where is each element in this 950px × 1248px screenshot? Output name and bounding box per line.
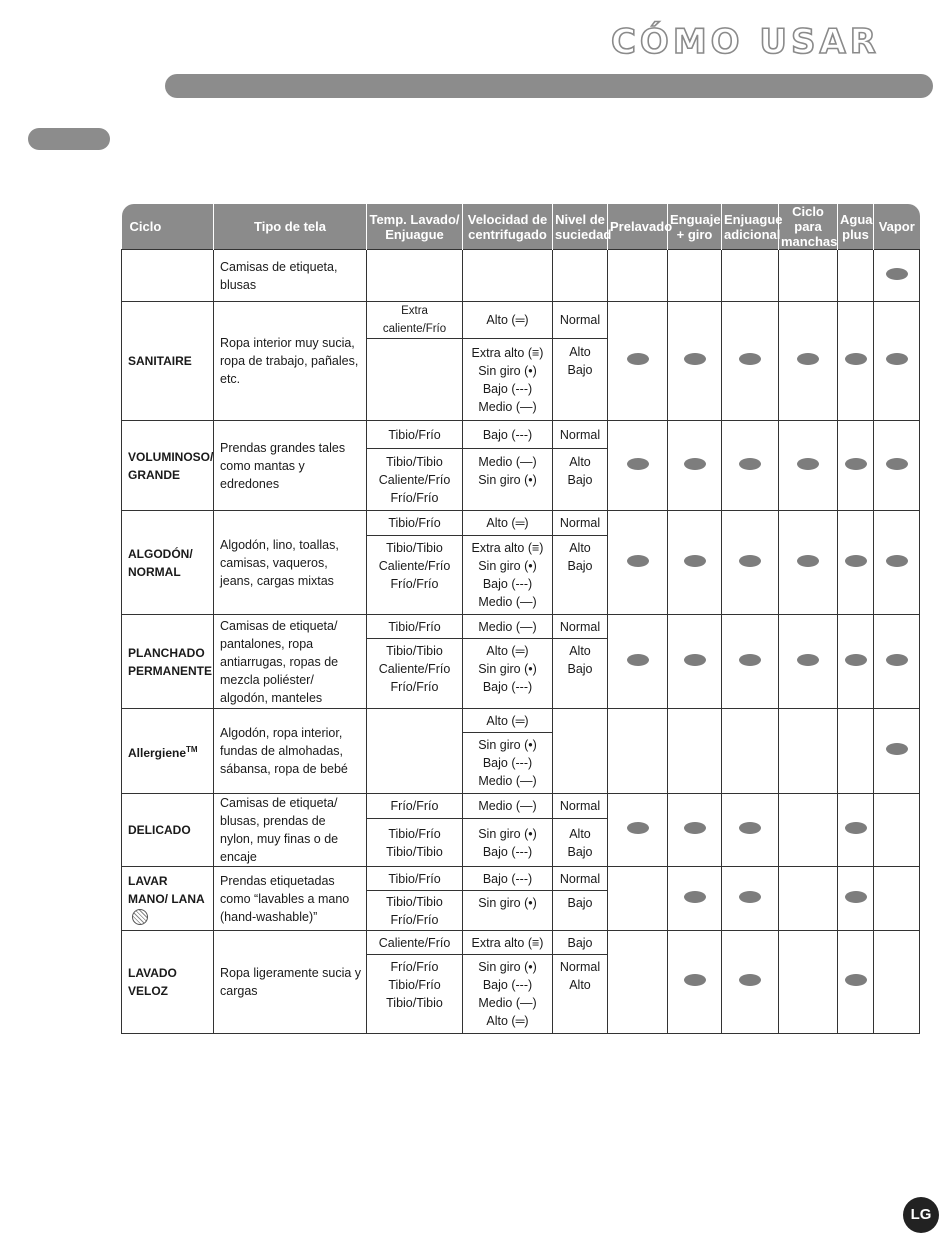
soil-cell: Normal bbox=[553, 421, 608, 449]
option-cell bbox=[838, 931, 874, 1034]
spin-value: Sin giro (•) bbox=[478, 559, 537, 573]
option-cell bbox=[608, 511, 668, 615]
option-cell bbox=[838, 794, 874, 867]
empty-cell bbox=[874, 794, 920, 867]
temp-value: Tibio/Tibio bbox=[386, 541, 443, 555]
header-extra-rinse: Enjuague adicional bbox=[722, 204, 779, 250]
empty-cell bbox=[668, 709, 722, 794]
option-cell bbox=[668, 931, 722, 1034]
table-row bbox=[122, 931, 920, 955]
option-available-icon bbox=[845, 891, 867, 903]
header-fabric: Tipo de tela bbox=[214, 204, 367, 250]
option-cell bbox=[608, 615, 668, 709]
soil-cell: Normal bbox=[553, 302, 608, 339]
empty-cell bbox=[874, 867, 920, 931]
cycle-name bbox=[122, 250, 214, 302]
empty-cell bbox=[367, 709, 463, 794]
option-cell bbox=[608, 302, 668, 421]
option-cell bbox=[668, 302, 722, 421]
option-available-icon bbox=[797, 654, 819, 666]
soil-value: Alto bbox=[569, 644, 591, 658]
temp-cell bbox=[367, 639, 463, 709]
temp-value: Tibio/Tibio bbox=[386, 844, 443, 859]
option-available-icon bbox=[886, 743, 908, 755]
empty-cell bbox=[779, 709, 838, 794]
soil-cell: Normal bbox=[553, 511, 608, 536]
temp-cell: Caliente/Frío bbox=[367, 931, 463, 955]
option-cell bbox=[608, 794, 668, 867]
header-steam: Vapor bbox=[874, 204, 920, 250]
option-available-icon bbox=[684, 822, 706, 834]
table-row bbox=[122, 250, 920, 302]
soil-value: Bajo bbox=[567, 844, 593, 859]
header-band bbox=[165, 74, 933, 98]
empty-cell bbox=[722, 250, 779, 302]
option-available-icon bbox=[886, 458, 908, 470]
option-available-icon bbox=[684, 891, 706, 903]
spin-value: Sin giro (•) bbox=[478, 826, 537, 841]
spin-cell bbox=[463, 339, 553, 421]
spin-cell: Extra alto (≡) bbox=[463, 931, 553, 955]
temp-value: Caliente/Frío bbox=[378, 559, 451, 573]
option-available-icon bbox=[627, 555, 649, 567]
empty-cell bbox=[553, 709, 608, 794]
header-stain: Ciclo para manchas bbox=[779, 204, 838, 250]
soil-cell bbox=[553, 891, 608, 931]
spin-cell: Alto (═) bbox=[463, 511, 553, 536]
temp-value: Tibio/Tibio bbox=[386, 894, 443, 909]
soil-cell bbox=[553, 955, 608, 1034]
option-cell bbox=[838, 511, 874, 615]
option-cell bbox=[722, 615, 779, 709]
cycle-name: VOLUMINOSO/ GRANDE bbox=[122, 421, 214, 511]
temp-cell: Frío/Frío bbox=[367, 794, 463, 819]
option-cell bbox=[838, 867, 874, 931]
page-title: CÓMO USAR bbox=[610, 22, 880, 62]
cycle-name: LAVADO VELOZ bbox=[122, 931, 214, 1034]
header-soil: Nivel de suciedad bbox=[553, 204, 608, 250]
option-available-icon bbox=[797, 353, 819, 365]
soil-value: Alto bbox=[569, 541, 591, 555]
spin-cell bbox=[463, 536, 553, 615]
spin-value: Bajo (---) bbox=[482, 978, 533, 992]
empty-cell bbox=[608, 867, 668, 931]
temp-cell bbox=[367, 449, 463, 511]
table-row bbox=[122, 302, 920, 339]
fabric-type: Ropa ligeramente sucia y cargas bbox=[214, 931, 367, 1034]
option-available-icon bbox=[627, 353, 649, 365]
option-available-icon bbox=[627, 822, 649, 834]
soil-cell: Normal bbox=[553, 615, 608, 639]
option-available-icon bbox=[886, 268, 908, 280]
option-cell bbox=[874, 709, 920, 794]
soil-value: Normal bbox=[559, 960, 601, 974]
spin-value: Sin giro (•) bbox=[478, 738, 537, 752]
spin-cell: Alto (═) bbox=[463, 709, 553, 733]
cycle-name bbox=[122, 709, 214, 794]
empty-cell bbox=[608, 709, 668, 794]
option-cell bbox=[722, 302, 779, 421]
temp-cell: Tibio/Frío bbox=[367, 511, 463, 536]
option-cell bbox=[668, 867, 722, 931]
option-cell bbox=[668, 615, 722, 709]
spin-value: Alto (═) bbox=[486, 1014, 529, 1028]
temp-value: Tibio/Frío bbox=[388, 826, 441, 841]
section-pill bbox=[28, 128, 110, 150]
spin-cell bbox=[463, 819, 553, 867]
option-available-icon bbox=[886, 654, 908, 666]
option-cell bbox=[779, 302, 838, 421]
option-available-icon bbox=[627, 458, 649, 470]
temp-cell: Tibio/Frío bbox=[367, 867, 463, 891]
spin-cell: Medio (—) bbox=[463, 794, 553, 819]
cycle-name-text: LAVAR MANO/ LANA bbox=[128, 873, 205, 906]
soil-cell: Bajo bbox=[553, 931, 608, 955]
option-available-icon bbox=[739, 353, 761, 365]
spin-value: Sin giro (•) bbox=[478, 896, 537, 910]
option-available-icon bbox=[684, 654, 706, 666]
temp-value: Caliente/Frío bbox=[378, 662, 451, 676]
header-prewash: Prelavado bbox=[608, 204, 668, 250]
option-cell bbox=[838, 615, 874, 709]
spin-value: Alto (═) bbox=[486, 644, 529, 658]
trademark: TM bbox=[186, 744, 198, 754]
table-row bbox=[122, 615, 920, 639]
option-available-icon bbox=[739, 555, 761, 567]
spin-cell bbox=[463, 449, 553, 511]
empty-cell bbox=[367, 250, 463, 302]
table-row bbox=[122, 421, 920, 449]
cycle-options-table bbox=[121, 204, 920, 1034]
option-available-icon bbox=[845, 822, 867, 834]
fabric-type: Prendas etiquetadas como “lavables a mano (hand-washable)” bbox=[214, 867, 367, 931]
spin-value: Sin giro (•) bbox=[478, 473, 537, 487]
fabric-type: Algodón, lino, toallas, camisas, vaqueros, jeans, cargas mixtas bbox=[214, 511, 367, 615]
soil-cell bbox=[553, 639, 608, 709]
temp-value: Frío/Frío bbox=[390, 577, 439, 591]
option-available-icon bbox=[739, 891, 761, 903]
spin-cell: Bajo (---) bbox=[463, 421, 553, 449]
fabric-type: Camisas de etiqueta, blusas bbox=[214, 250, 367, 302]
wool-icon bbox=[132, 909, 148, 925]
soil-cell: Normal bbox=[553, 867, 608, 891]
cycle-options-table-container bbox=[121, 204, 919, 1028]
temp-value: Caliente/Frío bbox=[378, 472, 451, 487]
soil-value: Alto bbox=[569, 455, 591, 469]
empty-cell bbox=[779, 250, 838, 302]
soil-cell bbox=[553, 339, 608, 421]
option-available-icon bbox=[845, 974, 867, 986]
spin-value: Bajo (---) bbox=[482, 381, 533, 396]
soil-value: Bajo bbox=[567, 662, 593, 676]
fabric-type: Prendas grandes tales como mantas y edredones bbox=[214, 421, 367, 511]
option-available-icon bbox=[845, 458, 867, 470]
soil-value: Bajo bbox=[567, 559, 593, 573]
option-cell bbox=[722, 421, 779, 511]
empty-cell bbox=[874, 931, 920, 1034]
temp-cell: Tibio/Frío bbox=[367, 421, 463, 449]
empty-cell bbox=[779, 931, 838, 1034]
option-available-icon bbox=[797, 555, 819, 567]
option-available-icon bbox=[739, 654, 761, 666]
empty-cell bbox=[367, 339, 463, 421]
cycle-name-text: Allergiene bbox=[128, 745, 187, 760]
spin-cell: Medio (—) bbox=[463, 615, 553, 639]
option-available-icon bbox=[684, 353, 706, 365]
empty-cell bbox=[838, 250, 874, 302]
option-available-icon bbox=[739, 822, 761, 834]
option-cell bbox=[874, 615, 920, 709]
temp-cell bbox=[367, 536, 463, 615]
header-water-plus: Agua plus bbox=[838, 204, 874, 250]
spin-cell: Alto (═) bbox=[463, 302, 553, 339]
lg-logo-icon bbox=[903, 1197, 939, 1233]
option-cell bbox=[722, 867, 779, 931]
option-available-icon bbox=[797, 458, 819, 470]
table-header-row bbox=[122, 204, 920, 250]
temp-cell bbox=[367, 891, 463, 931]
fabric-type: Camisas de etiqueta/ blusas, prendas de nylon, muy finas o de encaje bbox=[214, 794, 367, 867]
spin-cell bbox=[463, 733, 553, 794]
option-available-icon bbox=[684, 555, 706, 567]
temp-cell bbox=[367, 955, 463, 1034]
header-cycle: Ciclo bbox=[122, 204, 214, 250]
soil-cell bbox=[553, 536, 608, 615]
spin-cell bbox=[463, 891, 553, 931]
option-cell bbox=[668, 421, 722, 511]
temp-value: Tibio/Tibio bbox=[386, 996, 443, 1010]
spin-value: Medio (—) bbox=[478, 455, 537, 469]
empty-cell bbox=[668, 250, 722, 302]
option-cell bbox=[779, 615, 838, 709]
option-available-icon bbox=[886, 353, 908, 365]
cycle-name: ALGODÓN/ NORMAL bbox=[122, 511, 214, 615]
cycle-name: SANITAIRE bbox=[122, 302, 214, 421]
soil-value: Bajo bbox=[567, 363, 593, 377]
spin-value: Medio (—) bbox=[478, 595, 537, 609]
soil-value: Alto bbox=[569, 345, 591, 359]
empty-cell bbox=[722, 709, 779, 794]
temp-cell bbox=[367, 819, 463, 867]
temp-value: Tibio/Tibio bbox=[386, 644, 443, 658]
option-cell bbox=[874, 421, 920, 511]
spin-value: Bajo (---) bbox=[482, 680, 533, 694]
spin-cell: Bajo (---) bbox=[463, 867, 553, 891]
fabric-type: Camisas de etiqueta/ pantalones, ropa antiarrugas, ropas de mezcla poliéster/ algodón, manteles bbox=[214, 615, 367, 709]
temp-value: Tibio/Frío bbox=[388, 978, 441, 992]
soil-cell bbox=[553, 449, 608, 511]
logo-text: LG bbox=[910, 1206, 932, 1223]
empty-cell bbox=[608, 250, 668, 302]
cycle-name: PLANCHADO PERMANENTE bbox=[122, 615, 214, 709]
soil-value: Bajo bbox=[567, 896, 593, 910]
option-available-icon bbox=[845, 654, 867, 666]
header-spin: Velocidad de centrifugado bbox=[463, 204, 553, 250]
option-cell bbox=[874, 250, 920, 302]
spin-cell bbox=[463, 639, 553, 709]
temp-value: Tibio/Tibio bbox=[386, 454, 443, 469]
soil-value: Alto bbox=[569, 826, 591, 841]
option-cell bbox=[874, 302, 920, 421]
spin-value: Medio (—) bbox=[478, 996, 537, 1010]
spin-value: Bajo (---) bbox=[482, 844, 533, 859]
temp-value: Frío/Frío bbox=[390, 912, 439, 927]
option-cell bbox=[838, 421, 874, 511]
temp-value: Frío/Frío bbox=[390, 960, 439, 974]
soil-cell: Normal bbox=[553, 794, 608, 819]
temp-value: Frío/Frío bbox=[390, 490, 439, 505]
table-row bbox=[122, 867, 920, 891]
header-rinse-spin: Enguaje + giro bbox=[668, 204, 722, 250]
option-available-icon bbox=[845, 353, 867, 365]
soil-value: Alto bbox=[569, 978, 591, 992]
empty-cell bbox=[608, 931, 668, 1034]
option-available-icon bbox=[886, 555, 908, 567]
option-cell bbox=[838, 302, 874, 421]
empty-cell bbox=[779, 794, 838, 867]
spin-value: Bajo (---) bbox=[482, 756, 533, 770]
option-cell bbox=[779, 511, 838, 615]
table-row bbox=[122, 709, 920, 733]
spin-value: Medio (—) bbox=[478, 774, 537, 788]
fabric-type: Algodón, ropa interior, fundas de almohadas, sábansa, ropa de bebé bbox=[214, 709, 367, 794]
option-cell bbox=[668, 511, 722, 615]
soil-value: Bajo bbox=[567, 473, 593, 487]
header-temp: Temp. Lavado/ Enjuague bbox=[367, 204, 463, 250]
temp-cell: Tibio/Frío bbox=[367, 615, 463, 639]
cycle-name: DELICADO bbox=[122, 794, 214, 867]
cycle-name bbox=[122, 867, 214, 931]
temp-value: Frío/Frío bbox=[390, 680, 439, 694]
spin-cell bbox=[463, 955, 553, 1034]
option-cell bbox=[779, 421, 838, 511]
option-cell bbox=[722, 794, 779, 867]
option-cell bbox=[722, 511, 779, 615]
spin-value: Extra alto (≡) bbox=[471, 541, 544, 555]
spin-value: Extra alto (≡) bbox=[471, 345, 544, 360]
option-cell bbox=[668, 794, 722, 867]
option-available-icon bbox=[845, 555, 867, 567]
empty-cell bbox=[838, 709, 874, 794]
option-cell bbox=[722, 931, 779, 1034]
empty-cell bbox=[463, 250, 553, 302]
spin-value: Sin giro (•) bbox=[478, 662, 537, 676]
temp-cell: Extra caliente/Frío bbox=[367, 302, 463, 339]
table-row bbox=[122, 794, 920, 819]
fabric-type: Ropa interior muy sucia, ropa de trabajo, pañales, etc. bbox=[214, 302, 367, 421]
option-cell bbox=[608, 421, 668, 511]
spin-value: Bajo (---) bbox=[482, 577, 533, 591]
option-available-icon bbox=[684, 458, 706, 470]
spin-value: Medio (—) bbox=[478, 399, 537, 414]
option-available-icon bbox=[739, 458, 761, 470]
spin-value: Sin giro (•) bbox=[478, 960, 537, 974]
soil-cell bbox=[553, 819, 608, 867]
option-available-icon bbox=[684, 974, 706, 986]
empty-cell bbox=[779, 867, 838, 931]
spin-value: Sin giro (•) bbox=[478, 363, 537, 378]
empty-cell bbox=[553, 250, 608, 302]
option-available-icon bbox=[627, 654, 649, 666]
option-cell bbox=[874, 511, 920, 615]
table-row bbox=[122, 511, 920, 536]
option-available-icon bbox=[739, 974, 761, 986]
